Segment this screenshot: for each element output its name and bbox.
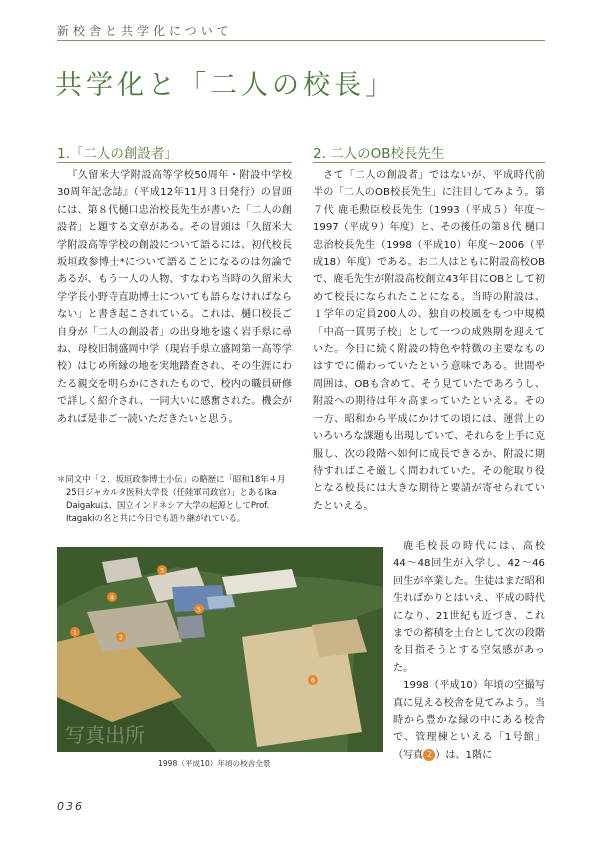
page-title: 共学化と「二人の校長」 — [55, 70, 396, 101]
section1-body — [57, 167, 292, 428]
section2-paragraph-mid: 鹿毛校長の時代には、高校44〜48回生が入学し、42〜46回生が卒業した。生徒はまだ昭和生ればかりとはいえ、平成の時代になり、21世紀も近づき、これまでの蓄積を土台として次の段階を目指そうとする空気感があった。 — [393, 541, 546, 674]
photo-ref-badge: 2 — [423, 749, 435, 761]
photo-marker-2: 2 — [118, 633, 124, 642]
header-rule — [57, 40, 545, 41]
photo-marker-5: 5 — [196, 605, 202, 614]
section1-paragraph: 『久留米大学附設高等学校50周年・附設中学校30周年記念誌』（平成12年11月３日発行）の冒頭には、第８代樋口忠治校長先生が書いた「二人の創設者」と題する文章がある。その冒頭は「久留米大学附設高等学校の創設について語るには、初代校長坂垣政参博士*について語ることになるのは勿論であるが、もう一人の人物、すなわち当時の久留米大学学長小野寺直助博士についても語らなければならない」と書き起こされている。これは、樋口校長ご自身が「二人の創設者」の出身地を遠く岩手県に尋ね、母校旧制盛岡中学（現岩手県立盛岡第一高等学校）はじめ所縁の地を実地踏査され、その生涯にわたる親交を明らかにされたもので、校内の職員研修で詳しく紹介され、一同大いに感奮された。機会があれば是非ご一読いただきたいと思う。 — [57, 170, 292, 425]
photo-marker-3: 3 — [159, 566, 165, 575]
paragraph-end-lead: 1998（平成10）年頃の空撮写真に見える校舎を見てみよう。当時から豊かな緑の中にある校舎で、管理棟といえる「1号館」（写真 — [393, 680, 545, 761]
photo-caption: 1998（平成10）年頃の校舎全景 — [158, 759, 271, 768]
section1-heading: 1.「二人の創設者」 — [57, 146, 178, 162]
section2-rule — [313, 162, 545, 163]
aerial-campus-photo — [57, 547, 383, 752]
running-header: 新校舎と共学化について — [57, 24, 233, 38]
photo-marker-6: 6 — [310, 676, 316, 685]
aerial-photo-illustration — [57, 547, 383, 752]
photo-watermark: 写真出所 — [65, 723, 145, 747]
footnote — [57, 473, 292, 525]
section2-paragraph: さて「二人の創設者」ではないが、平成時代前半の「二人のOB校長先生」に注目してみよう。第７代 鹿毛勲臣校長先生（1993（平成５）年度〜1997（平成９）年度）と、その後任の第８代 樋口忠治校長先生（1998（平成10）年度〜2006（平成18）年度）である。お二人はともに附設高校OBで、鹿毛先生が附設高校創立43年目にOBとして初めて校長になられたことになる。当時の附設は、１学年の定員200人の、独自の校風をもつ中規模「中高一貫男子校」として一つの成熟期を迎えていた。今日に続く附設の特色や特徴の主要なものはすでに備わっていたという意味である。世間や周囲は、OBも含めて、そう見ていたであろうし、附設への期待は年々高まっていたといえる。その一方、昭和から平成にかけての頃には、運営上のいろいろな課題も出現していて、それらを上手に克服し、次の段階へ如何に成長できるか、附設に期待すればこそ厳しく問われていた。その舵取り役となる校長には大きな期待と要請が寄せられていたといえる。 — [313, 170, 545, 512]
section2-paragraph-end — [393, 677, 545, 764]
page-number: 036 — [57, 800, 84, 813]
section2-body-side — [393, 538, 545, 764]
photo-marker-1: 1 — [72, 628, 78, 637]
section2-body-top — [313, 167, 545, 515]
paragraph-end-tail: ）は、1階に — [435, 749, 493, 761]
footnote-text: ＊同文中「２．坂垣政参博士小伝」の略歴に「昭和18年４月25日ジャカルタ医科大学長（任陸軍司政官）」とあるIka Daigakuは、国立インドネシア大学の起源としてProf. Itagakiの名と共に今日でも語り継がれている。 — [57, 474, 286, 524]
section2-heading: 2. 二人のOB校長先生 — [313, 146, 445, 162]
section1-rule — [57, 162, 292, 163]
photo-marker-4: 4 — [109, 593, 115, 602]
